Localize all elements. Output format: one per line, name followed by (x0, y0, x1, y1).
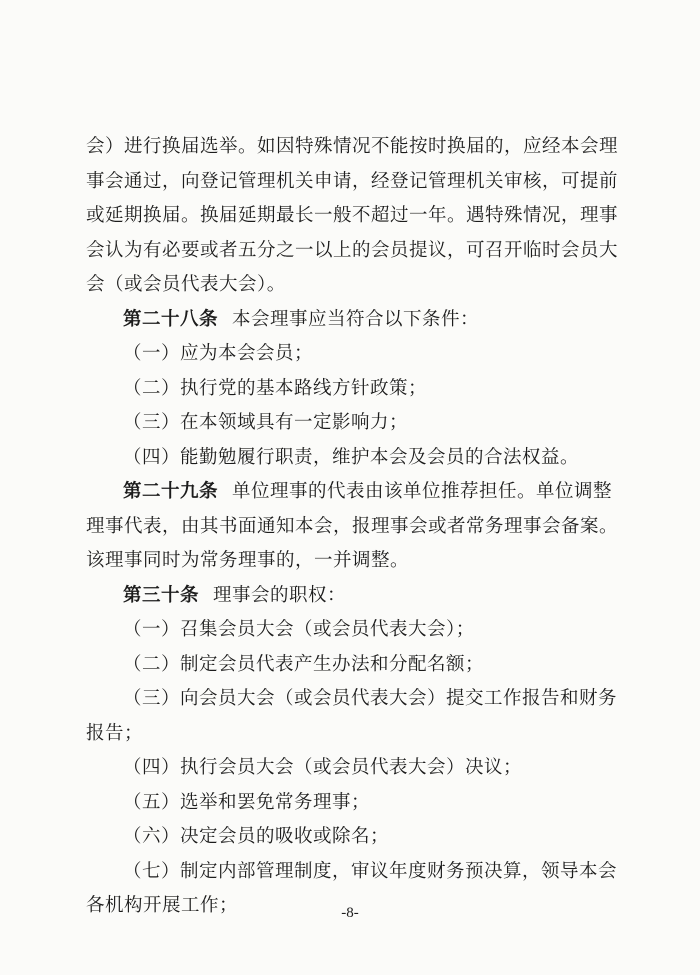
body-line: 事会通过，向登记管理机关申请，经登记管理机关审核，可提前 (86, 170, 619, 192)
list-item: （五）选举和罢免常务理事； (123, 791, 371, 813)
body-line: 理事代表，由其书面通知本会，报理事会或者常务理事会备案。 (86, 515, 619, 537)
article-text: 单位理事的代表由该单位推荐担任。单位调整 (232, 481, 613, 502)
list-item: （四）执行会员大会（或会员代表大会）决议； (123, 757, 523, 778)
article-28 (86, 303, 626, 338)
body-line: 该理事同时为常务理事的，一并调整。 (86, 550, 410, 571)
list-item: （一）应为本会会员； (123, 343, 314, 364)
body-line: 会）进行换届选举。如因特殊情况不能按时换届的，应经本会理 (86, 136, 619, 157)
article-text: 理事会的职权： (213, 584, 347, 606)
article-heading: 第三十条 (123, 584, 200, 606)
article-30 (86, 579, 626, 614)
article-heading: 第二十九条 (123, 481, 219, 502)
body-line: 或延期换届。换届延期最长一般不超过一年。遇特殊情况，理事 (86, 205, 619, 226)
list-item: （二）执行党的基本路线方针政策； (123, 377, 428, 399)
list-item: （三）向会员大会（或会员代表大会）提交工作报告和财务 (123, 688, 618, 709)
list-item: （七）制定内部管理制度，审议年度财务预决算，领导本会 (123, 860, 618, 882)
page-number: -8- (341, 905, 359, 921)
list-item-continuation: 各机构开展工作； (86, 895, 239, 916)
list-item: （三）在本领域具有一定影响力； (123, 412, 409, 433)
article-heading: 第二十八条 (123, 308, 219, 330)
list-item-continuation: 报告； (86, 722, 144, 744)
list-item: （二）制定会员代表产生办法和分配名额； (123, 653, 485, 675)
article-text: 本会理事应当符合以下条件： (232, 308, 480, 330)
body-line: 会（或会员代表大会）。 (86, 274, 286, 295)
document-body (86, 130, 626, 924)
list-item: （四）能勤勉履行职责，维护本会及会员的合法权益。 (123, 446, 580, 468)
body-line: 会认为有必要或者五分之一以上的会员提议，可召开临时会员大 (86, 239, 619, 261)
list-item: （一）召集会员大会（或会员代表大会）； (123, 619, 475, 640)
article-29 (86, 475, 626, 510)
list-item: （六）决定会员的吸收或除名； (123, 826, 390, 847)
